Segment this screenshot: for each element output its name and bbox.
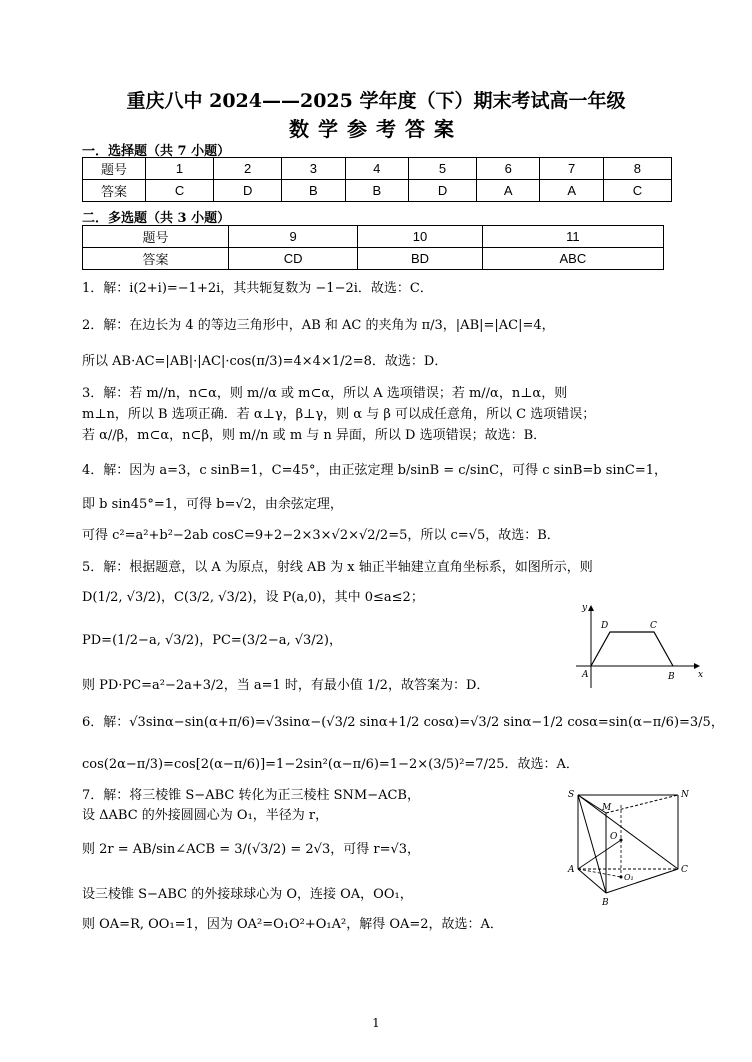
table-row	[83, 180, 672, 202]
solution-5-line3: PD=(1/2−a, √3/2)，PC=(3/2−a, √3/2)，	[82, 633, 343, 648]
section2-heading: 二．多选题（共 3 小题）	[82, 211, 231, 226]
table-cell: D	[214, 180, 282, 202]
table-cell: 7	[540, 158, 603, 180]
label-D: D	[601, 621, 609, 631]
table-cell: B	[282, 180, 345, 202]
solution-6-line2: cos(2α−π/3)=cos[2(α−π/6)]=1−2sin²(α−π/6)=1−2×(3/5)²=7/25．故选：A．	[82, 757, 579, 772]
table-cell: CD	[229, 248, 358, 270]
table-cell: 11	[482, 226, 663, 248]
table-cell: BD	[358, 248, 483, 270]
solution-7-line3: 则 2r = AB/sin∠ACB = 3/(√3/2) = 2√3，可得 r=√3，	[82, 842, 421, 857]
table-cell: 2	[214, 158, 282, 180]
solution-7-line1: 7．解：将三棱锥 S−ABC 转化为正三棱柱 SNM−ACB，	[82, 788, 420, 803]
table-cell: C	[146, 180, 214, 202]
solution-4-line2: 即 b sin45°=1，可得 b=√2，由余弦定理，	[82, 497, 343, 512]
label-S: S	[568, 790, 575, 800]
label-N: N	[681, 790, 689, 800]
solution-3-line1: 3．解：若 m//n，n⊂α，则 m//α 或 m⊂α，所以 A 选项错误；若 m//α，n⊥α，则	[82, 386, 568, 401]
solution-3-line2: m⊥n，所以 B 选项正确．若 α⊥γ，β⊥γ，则 α 与 β 可以成任意角，所以 C 选项错误；	[82, 407, 596, 422]
table-cell: 8	[603, 158, 671, 180]
solution-4-line1: 4．解：因为 a=3，c sinB=1，C=45°，由正弦定理 b/sinB = c/sinC，可得 c sinB=b sinC=1，	[82, 463, 668, 478]
table-row	[83, 226, 664, 248]
table-cell: 9	[229, 226, 358, 248]
figure-7-prism-diagram	[566, 785, 696, 910]
solution-6-line1: 6．解：√3sinα−sin(α+π/6)=√3sinα−(√3/2 sinα+1/2 cosα)=√3/2 sinα−1/2 cosα=sin(α−π/6)=3/5，	[82, 715, 724, 730]
label-C: C	[681, 865, 688, 875]
solution-2-line1: 2．解：在边长为 4 的等边三角形中，AB 和 AC 的夹角为 π/3，|AB|=|AC|=4，	[82, 318, 555, 333]
label-C: C	[650, 621, 657, 631]
label-M: M	[602, 803, 612, 813]
solution-7-line4: 设三棱锥 S−ABC 的外接球球心为 O，连接 OA，OO₁，	[82, 887, 413, 902]
table-row	[83, 158, 672, 180]
label-O: O	[610, 832, 618, 842]
solution-4-line3: 可得 c²=a²+b²−2ab cosC=9+2−2×3×√2×√2/2=5，所以 c=√5，故选：B．	[82, 528, 560, 543]
table-row	[83, 248, 664, 270]
section2-table	[82, 225, 664, 270]
table-cell: C	[603, 180, 671, 202]
label-O1: O₁	[624, 873, 634, 882]
row-label: 题号	[83, 226, 229, 248]
table-cell: 10	[358, 226, 483, 248]
document-title: 重庆八中 2024——2025 学年度（下）期末考试高一年级	[126, 90, 626, 112]
solution-7-line2: 设 ΔABC 的外接圆圆心为 O₁，半径为 r，	[82, 808, 329, 823]
solution-2-line2: 所以 AB·AC=|AB|·|AC|·cos(π/3)=4×4×1/2=8．故选：D．	[82, 354, 448, 369]
solution-1: 1．解：i(2+i)=−1+2i，其共轭复数为 −1−2i．故选：C．	[82, 281, 433, 296]
table-cell: D	[408, 180, 476, 202]
section1-table	[82, 157, 672, 202]
solution-5-line2: D(1/2, √3/2)，C(3/2, √3/2)，设 P(a,0)，其中 0≤a≤2；	[82, 590, 424, 605]
table-cell: ABC	[482, 248, 663, 270]
label-x: x	[698, 670, 704, 680]
page-number: 1	[372, 1016, 380, 1030]
label-y: y	[582, 603, 588, 613]
solution-5-line4: 则 PD·PC=a²−2a+3/2，当 a=1 时，有最小值 1/2，故答案为：D．	[82, 678, 490, 693]
section1-heading: 一．选择题（共 7 小题）	[82, 144, 231, 159]
solution-7-line5: 则 OA=R, OO₁=1，因为 OA²=O₁O²+O₁A²，解得 OA=2，故选：A．	[82, 917, 503, 932]
label-B: B	[668, 672, 675, 682]
document-subtitle: 数学参考答案	[289, 117, 463, 141]
table-cell: 4	[345, 158, 408, 180]
table-cell: 1	[146, 158, 214, 180]
label-A: A	[582, 670, 589, 680]
table-cell: 6	[477, 158, 540, 180]
figure-5-coordinate-diagram	[572, 598, 707, 690]
row-label: 答案	[83, 180, 146, 202]
table-cell: A	[540, 180, 603, 202]
solution-3-line3: 若 α//β，m⊂α，n⊂β，则 m//n 或 m 与 n 异面，所以 D 选项错误；故选：B．	[82, 428, 547, 443]
row-label: 题号	[83, 158, 146, 180]
table-cell: A	[477, 180, 540, 202]
row-label: 答案	[83, 248, 229, 270]
trapezoid-shape	[591, 632, 673, 666]
solution-5-line1: 5．解：根据题意，以 A 为原点，射线 AB 为 x 轴正半轴建立直角坐标系，如图所示，则	[82, 560, 593, 575]
table-cell: 5	[408, 158, 476, 180]
table-cell: B	[345, 180, 408, 202]
table-cell: 3	[282, 158, 345, 180]
label-A: A	[568, 865, 575, 875]
label-B: B	[602, 898, 609, 908]
